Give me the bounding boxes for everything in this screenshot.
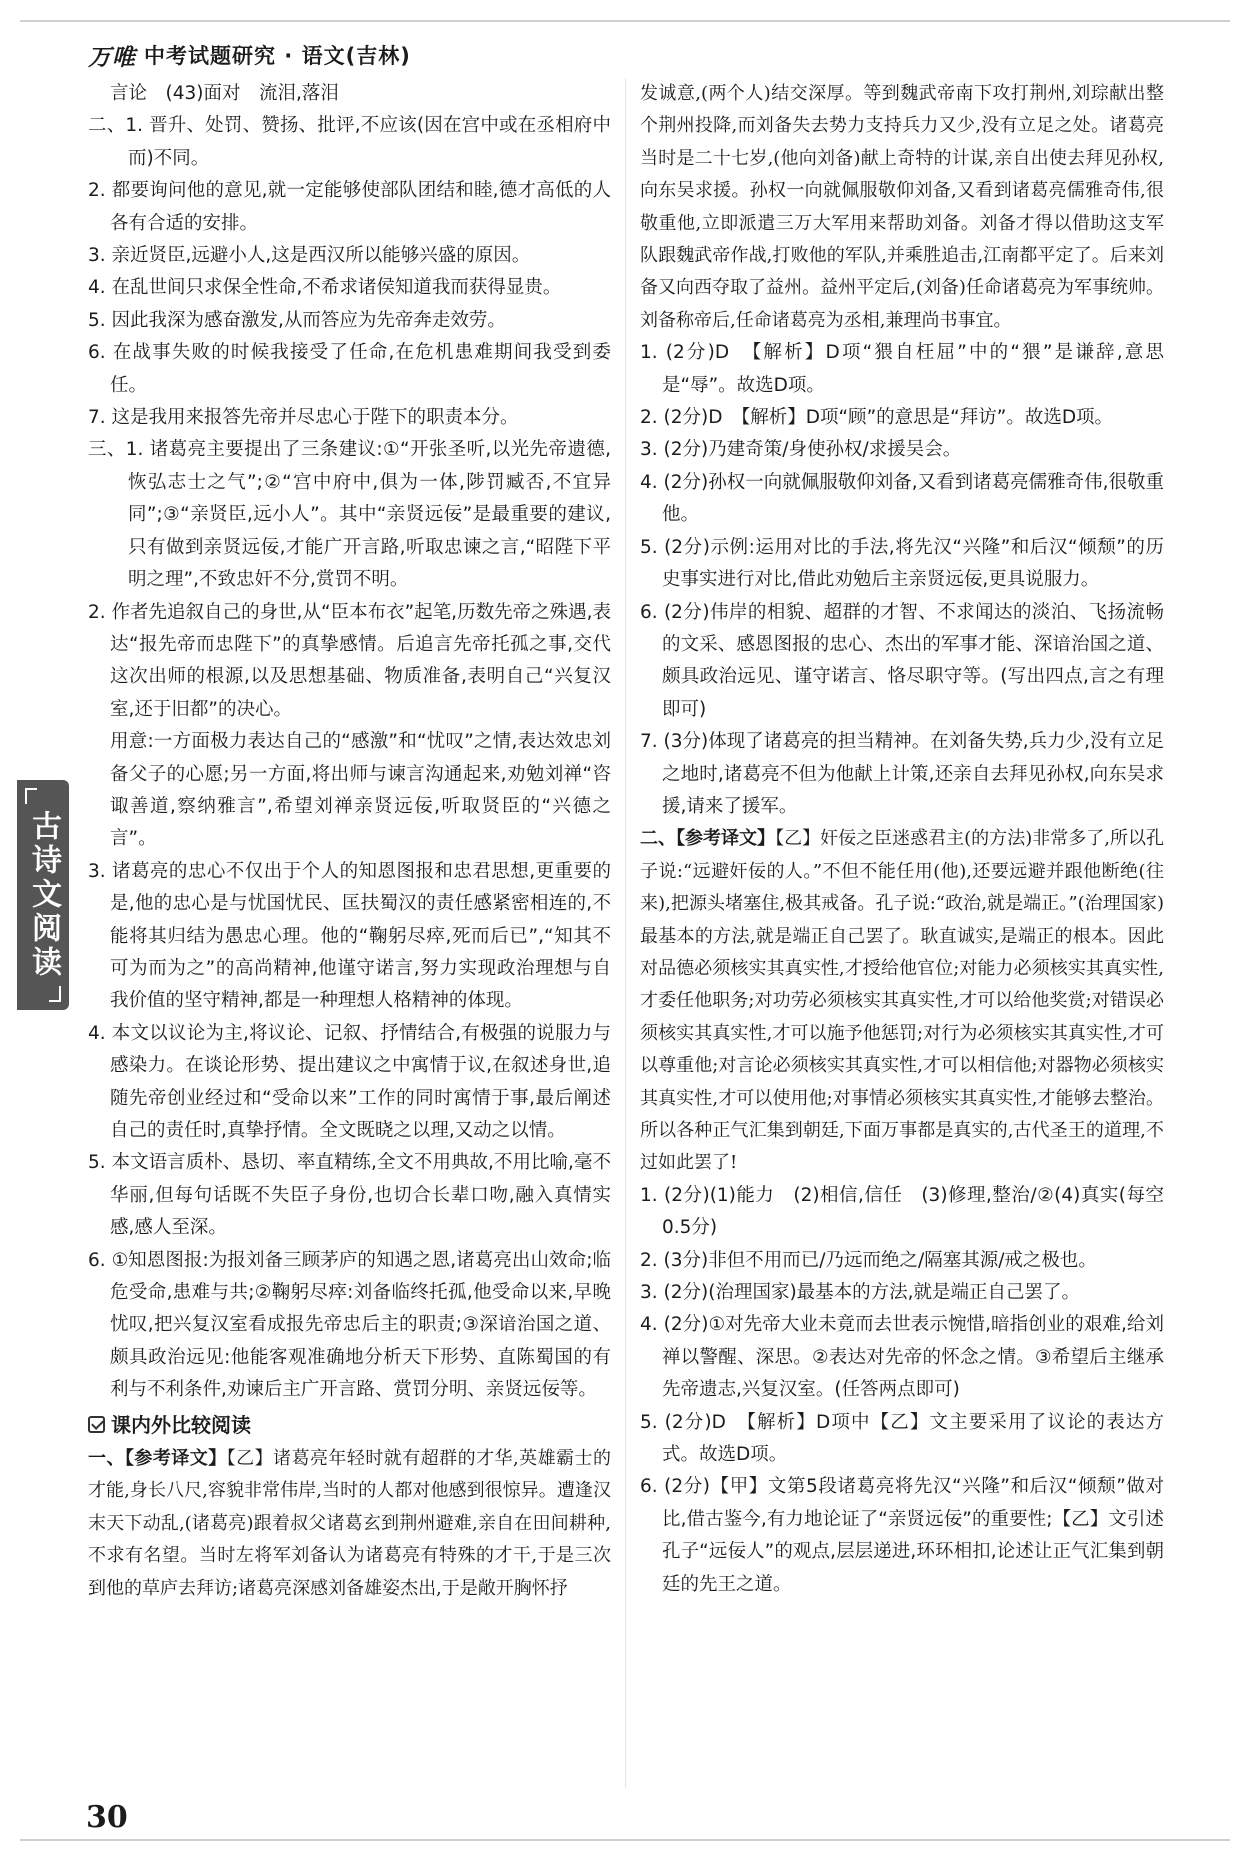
answer-item: 用意:一方面极力表达自己的“感激”和“忧叹”之情,表达效忠刘备父子的心愿;另一方面,将出师与谏言沟通起来,劝勉刘禅“咨诹善道,察纳雅言”,希望刘禅亲贤远佞,听取贤臣的“兴德之言”。: [110, 731, 611, 850]
section-three-answer: 三、1. 诸葛亮主要提出了三条建议:①“开张圣听,以光先帝遗德,恢弘志士之气”;②“宫中府中,俱为一体,陟罚臧否,不宜异同”;③“亲贤臣,远小人”。其中“亲贤远佞”是最重要的建议,只有做到亲贤远佞,才能广开言路,听取忠谏之言,“昭陛下平明之理”,不致忠奸不分,赏罚不明。: [88, 439, 611, 591]
answer-item: 2. (2分)D 【解析】D项“顾”的意思是“拜访”。故选D项。: [640, 407, 1114, 429]
answer-item: 4. 在乱世间只求保全性命,不希求诸侯知道我而获得显贵。: [88, 277, 562, 299]
bracket-bottom-icon: [49, 986, 61, 1002]
checkbox-icon: [88, 1416, 105, 1433]
bracket-top-icon: [25, 788, 37, 804]
answer-item: 7. (3分)体现了诸葛亮的担当精神。在刘备失势,兵力少,没有立足之地时,诸葛亮不但为他献上计策,还亲自去拜见孙权,向东吴求援,请来了援军。: [640, 731, 1165, 817]
answer-item: 4. 本文以议论为主,将议论、记叙、抒情结合,有极强的说服力与感染力。在谈论形势、提出建议之中寓情于议,在叙述身世,追随先帝创业经过和“受命以来”工作的同时寓情于事,最后阐述自己的责任时,真挚抒情。全文既晓之以理,又动之以情。: [88, 1022, 611, 1141]
answer-item: 4. (2分)①对先帝大业未竟而去世表示惋惜,暗指创业的艰难,给刘禅以警醒、深思。②表达对先帝的怀念之情。③希望后主继承先帝遗志,兴复汉室。(任答两点即可): [640, 1314, 1164, 1401]
answer-item: 5. 本文语言质朴、恳切、率直精练,全文不用典故,不用比喻,毫不华丽,但每句话既不失臣子身份,也切合长辈口吻,融入真情实感,感人至深。: [88, 1152, 611, 1239]
answer-item: 6. 在战事失败的时候我接受了任命,在危机患难期间我受到委任。: [88, 342, 611, 396]
compare-reading-heading: [88, 1409, 611, 1441]
answer-line: 言论 (43)面对 流泪,落泪: [110, 83, 339, 104]
top-rule: [20, 20, 1230, 22]
page-header: [88, 38, 411, 72]
reference-translation: [88, 1443, 611, 1605]
answer-item: 2. 作者先追叙自己的身世,从“臣本布衣”起笔,历数先帝之殊遇,表达“报先帝而忠陛下”的真挚感情。后追言先帝托孤之事,交代这次出师的根源,以及思想基础、物质准备,表明自己“兴复汉室,还于旧都”的决心。: [88, 601, 611, 720]
left-column: [88, 78, 611, 1605]
answer-item: 3. 亲近贤臣,远避小人,这是西汉所以能够兴盛的原因。: [88, 245, 531, 267]
answer-item: 5. (2分)示例:运用对比的手法,将先汉“兴隆”和后汉“倾颓”的历史事实进行对比,借此劝勉后主亲贤远佞,更具说服力。: [640, 536, 1164, 591]
brand-logo: 万唯: [88, 44, 136, 71]
side-tab-label: 古诗文阅读: [26, 810, 61, 980]
header-title: 中考试题研究 · 语文(吉林): [144, 44, 411, 68]
answer-item: 5. 因此我深为感奋激发,从而答应为先帝奔走效劳。: [88, 309, 506, 331]
answer-item: 3. (2分)(治理国家)最基本的方法,就是端正自己罢了。: [640, 1282, 1081, 1304]
compare-reading-title: 课内外比较阅读: [111, 1412, 251, 1437]
translation-label: 二、【参考译文】: [640, 828, 776, 850]
page-number: 30: [86, 1800, 128, 1835]
reference-translation-two: [640, 823, 1164, 1179]
answer-item: 1. (2分)(1)能力 (2)相信,信任 (3)修理,整治/②(4)真实(每空0.5分): [640, 1184, 1164, 1239]
section-two-answer: 二、1. 晋升、处罚、赞扬、批评,不应该(因在宫中或在丞相府中而)不同。: [88, 115, 611, 169]
answer-item: 3. 诸葛亮的忠心不仅出于个人的知恩图报和忠君思想,更重要的是,他的忠心是与忧国忧民、匡扶蜀汉的责任感紧密相连的,不能将其归结为愚忠心理。他的“鞠躬尽瘁,死而后已”,“知其不可为而为之”的高尚精神,他谨守诺言,努力实现政治理想与自我价值的坚守精神,都是一种理想人格精神的体现。: [88, 860, 611, 1012]
answer-item: 4. (2分)孙权一向就佩服敬仰刘备,又看到诸葛亮儒雅奇伟,很敬重他。: [640, 471, 1165, 526]
answer-item: 1. (2分)D 【解析】D项“猥自枉屈”中的“猥”是谦辞,意思是“辱”。故选D项。: [640, 342, 1164, 396]
section-side-tab: [17, 780, 69, 1010]
column-divider: [625, 78, 626, 1788]
answer-item: 6. (2分)【甲】文第5段诸葛亮将先汉“兴隆”和后汉“倾颓”做对比,借古鉴今,有力地论证了“亲贤远佞”的重要性;【乙】文引述孔子“远佞人”的观点,层层递进,环环相扣,论述让正气汇集到朝廷的先王之道。: [640, 1476, 1164, 1595]
answer-item: 6. ①知恩图报:为报刘备三顾茅庐的知遇之恩,诸葛亮出山效命;临危受命,患难与共;②鞠躬尽瘁:刘备临终托孤,他受命以来,早晚忧叹,把兴复汉室看成报先帝忠后主的职责;③深谙治国之道、颇具政治远见:他能客观准确地分析天下形势、直陈蜀国的有利与不利条件,劝谏后主广开言路、赏罚分明、亲贤远佞等。: [88, 1249, 611, 1401]
answer-item: 2. 都要询问他的意见,就一定能够使部队团结和睦,德才高低的人各有合适的安排。: [88, 180, 611, 234]
answer-item: 5. (2分)D 【解析】D项中【乙】文主要采用了议论的表达方式。故选D项。: [640, 1411, 1164, 1466]
translation-text: 【乙】诸葛亮年轻时就有超群的才华,英雄霸士的才能,身长八尺,容貌非常伟岸,当时的人都对他感到很惊异。遭逢汉末天下动乱,(诸葛亮)跟着叔父诸葛玄到荆州避难,亲自在田间耕种,不求有名望。当时左将军刘备认为诸葛亮有特殊的才干,于是三次到他的草庐去拜访;诸葛亮深感刘备雄姿杰出,于是敞开胸怀抒: [88, 1448, 611, 1599]
answer-item: 6. (2分)伟岸的相貌、超群的才智、不求闻达的淡泊、飞扬流畅的文采、感恩图报的忠心、杰出的军事才能、深谙治国之道、颇具政治远见、谨守诺言、恪尽职守等。(写出四点,言之有理即可): [640, 601, 1164, 720]
translation-continued: 发诚意,(两个人)结交深厚。等到魏武帝南下攻打荆州,刘琮献出整个荆州投降,而刘备失去势力支持兵力又少,没有立足之处。诸葛亮当时是二十七岁,(他向刘备)献上奇特的计谋,亲自出使去拜见孙权,向东吴求援。孙权一向就佩服敬仰刘备,又看到诸葛亮儒雅奇伟,很敬重他,立即派遣三万大军用来帮助刘备。刘备才得以借助这支军队跟魏武帝作战,打败他的军队,并乘胜追击,江南都平定了。后来刘备又向西夺取了益州。益州平定后,(刘备)任命诸葛亮为军事统帅。刘备称帝后,任命诸葛亮为丞相,兼理尚书事宜。: [640, 83, 1164, 331]
answer-item: 3. (2分)乃建奇策/身使孙权/求援吴会。: [640, 439, 962, 461]
answer-item: 7. 这是我用来报答先帝并尽忠心于陛下的职责本分。: [88, 407, 519, 429]
right-column: [640, 78, 1164, 1601]
bottom-rule: [20, 1839, 1230, 1841]
translation-label: 一、【参考译文】: [88, 1448, 227, 1470]
answer-item: 2. (3分)非但不用而已/乃远而绝之/隔塞其源/戒之极也。: [640, 1249, 1097, 1271]
translation-text: 【乙】奸佞之臣迷惑君主(的方法)非常多了,所以孔子说:“远避奸佞的人。”不但不能任用(他),还要远避并跟他断绝(往来),把源头堵塞住,极其戒备。孔子说:“政治,就是端正。”(治理国家)最基本的方法,就是端正自己罢了。耿直诚实,是端正的根本。因此对品德必须核实其真实性,才授给他官位;对能力必须核实其真实性,才委任他职务;对功劳必须核实其真实性,才可以给他奖赏;对错误必须核实其真实性,才可以施予他惩罚;对行为必须核实其真实性,才可以尊重他;对言论必须核实其真实性,才可以相信他;对器物必须核实其真实性,才可以使用他;对事情必须核实其真实性,才能够去整治。所以各种正气汇集到朝廷,下面万事都是真实的,古代圣王的道理,不过如此罢了!: [640, 828, 1165, 1174]
